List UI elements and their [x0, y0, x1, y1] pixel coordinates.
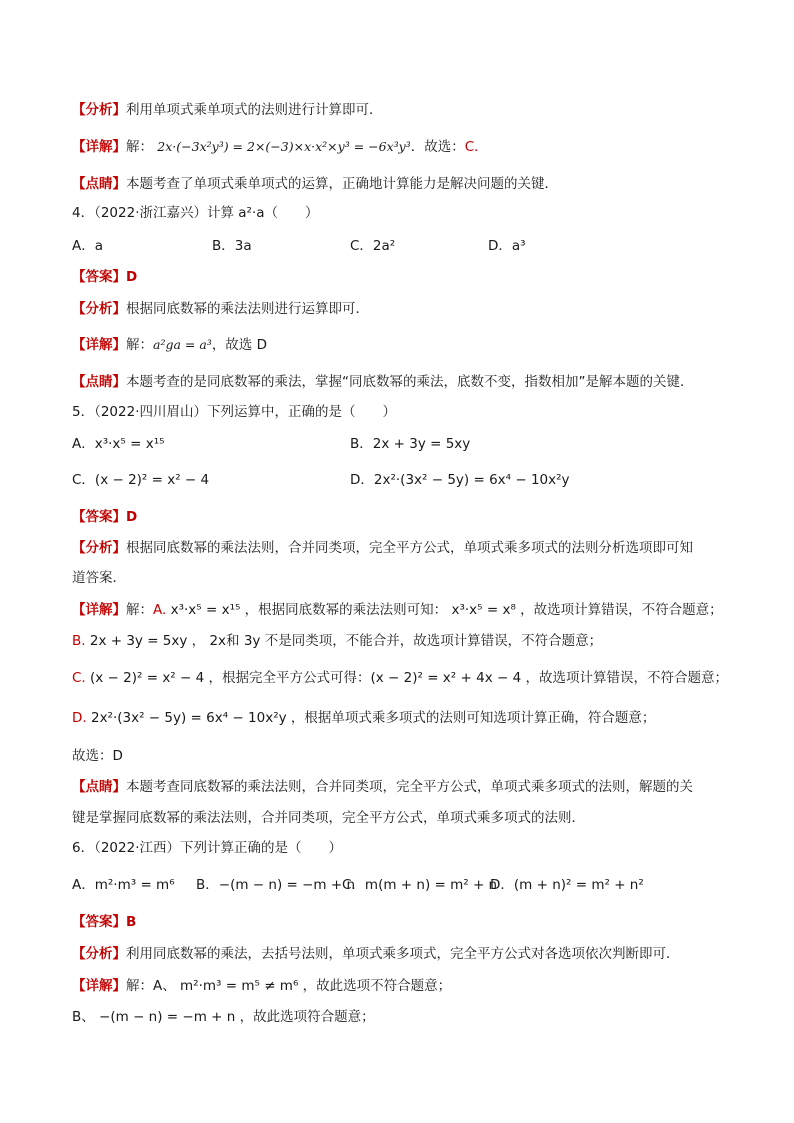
point-tag: 【点睛】: [72, 779, 126, 795]
analysis-text: 根据同底数幂的乘法法则进行运算即可．: [126, 301, 369, 317]
option-a: A．a: [72, 238, 104, 254]
point-tag: 【点睛】: [72, 374, 126, 390]
q5-point-1: [72, 777, 722, 797]
detail-end: ．故选：: [410, 139, 465, 155]
q3-analysis: [72, 100, 722, 120]
detail-tag: 【详解】: [72, 139, 126, 155]
q5-detail-a: [72, 600, 722, 620]
q5-conclusion: 故选：D: [72, 748, 123, 764]
analysis-tag: 【分析】: [72, 540, 126, 556]
answer-tag: 【答案】: [72, 509, 126, 525]
q5-analysis-2: 道答案．: [72, 570, 126, 586]
detail-c-text: (x − 2)² = x² − 4 ，根据完全平方公式可得：(x − 2)² = x² + 4x − 4 ，故选项计算错误，不符合题意；: [85, 670, 728, 686]
detail-tag: 【详解】: [72, 978, 126, 994]
option-a: A．m²·m³ = m⁶: [72, 877, 175, 893]
answer-value: D: [126, 269, 138, 285]
detail-end: ，故选 D: [211, 337, 267, 353]
q5-stem: 5．（2022·四川眉山）下列运算中，正确的是（ ）: [72, 404, 396, 420]
q5-answer: [72, 507, 722, 527]
q6-analysis: [72, 944, 722, 964]
analysis-tag: 【分析】: [72, 102, 126, 118]
q6-answer: [72, 912, 722, 932]
point-tag: 【点睛】: [72, 176, 126, 192]
answer-tag: 【答案】: [72, 914, 126, 930]
answer-value: B: [126, 914, 137, 930]
detail-math: 2x·(−3x²y³) = 2×(−3)×x·x²×y³ = −6x³y³: [157, 139, 411, 154]
q5-analysis-1: [72, 538, 722, 558]
option-c: C．m(m + n) = m² + n: [342, 877, 498, 893]
detail-lead: 解：: [126, 337, 153, 353]
analysis-text: 利用同底数幂的乘法，去括号法则，单项式乘多项式，完全平方公式对各选项依次判断即可．: [126, 946, 680, 962]
option-c: C．(x − 2)² = x² − 4: [72, 472, 210, 488]
point-text: 本题考查同底数幂的乘法法则，合并同类项，完全平方公式，单项式乘多项式的法则，解题的关: [126, 779, 693, 795]
detail-tag: 【详解】: [72, 337, 126, 353]
answer-value: D: [126, 509, 138, 525]
q5-options-row1: [72, 434, 722, 454]
detail-answer: C．: [464, 139, 488, 155]
q3-point: [72, 174, 722, 194]
q4-options: [72, 236, 722, 256]
detail-d-label: D.: [72, 710, 87, 726]
detail-a-text: x³·x⁵ = x¹⁵ ，根据同底数幂的乘法法则可知： x³·x⁵ = x⁸ ，故选项计算错误，不符合题意；: [166, 602, 723, 618]
detail-tag: 【详解】: [72, 602, 126, 618]
analysis-text: 利用单项式乘单项式的法则进行计算即可．: [126, 102, 383, 118]
detail-lead: 解：: [126, 139, 153, 155]
detail-math: a²ga = a³: [153, 337, 212, 352]
option-d: D．a³: [488, 238, 526, 254]
answer-tag: 【答案】: [72, 269, 126, 285]
q4-stem: 4．（2022·浙江嘉兴）计算 a²·a（ ）: [72, 205, 319, 221]
q5-options-row2: [72, 470, 722, 490]
q5-detail-c: [72, 668, 728, 688]
q6-stem: 6．（2022·江西）下列计算正确的是（ ）: [72, 840, 342, 856]
analysis-text: 根据同底数幂的乘法法则，合并同类项，完全平方公式，单项式乘多项式的法则分析选项即可知: [126, 540, 693, 556]
q6-detail-a: [72, 976, 722, 996]
analysis-tag: 【分析】: [72, 946, 126, 962]
q4-detail: [72, 335, 722, 355]
option-a: A．x³·x⁵ = x¹⁵: [72, 436, 165, 452]
q5-detail-d: [72, 708, 722, 728]
q4-analysis: [72, 299, 722, 319]
q5-detail-b: [72, 631, 722, 651]
detail-lead: 解：: [126, 602, 153, 618]
point-text: 本题考查了单项式乘单项式的运算，正确地计算能力是解决问题的关键．: [126, 176, 558, 192]
analysis-tag: 【分析】: [72, 301, 126, 317]
q3-detail: [72, 137, 722, 157]
q4-answer: [72, 267, 722, 287]
q5-point-2: 键是掌握同底数幂的乘法法则，合并同类项，完全平方公式，单项式乘多项式的法则．: [72, 810, 585, 826]
detail-a-text: 解：A、 m²·m³ = m⁵ ≠ m⁶ ，故此选项不符合题意；: [126, 978, 452, 994]
option-b: B．2x + 3y = 5xy: [350, 436, 471, 452]
option-c: C．2a²: [350, 238, 396, 254]
q6-options: [72, 875, 722, 895]
detail-c-label: C.: [72, 670, 86, 686]
option-b: B．3a: [212, 238, 252, 254]
detail-d-text: 2x²·(3x² − 5y) = 6x⁴ − 10x²y ，根据单项式乘多项式的法则可知选项计算正确，符合题意；: [86, 710, 656, 726]
detail-a-label: A.: [153, 602, 167, 618]
point-text: 本题考查的是同底数幂的乘法，掌握“同底数幂的乘法，底数不变，指数相加”是解本题的关键．: [126, 374, 694, 390]
q4-point: [72, 372, 722, 392]
detail-b-text: 2x + 3y = 5xy ， 2x和 3y 不是同类项，不能合并，故选项计算错误，不符合题意；: [85, 633, 603, 649]
q6-detail-b: B、 −(m − n) = −m + n ，故此选项符合题意；: [72, 1009, 375, 1025]
option-d: D．2x²·(3x² − 5y) = 6x⁴ − 10x²y: [350, 472, 570, 488]
option-d: D．(m + n)² = m² + n²: [490, 877, 644, 893]
option-b: B．−(m − n) = −m + n: [196, 877, 356, 893]
detail-b-label: B.: [72, 633, 86, 649]
